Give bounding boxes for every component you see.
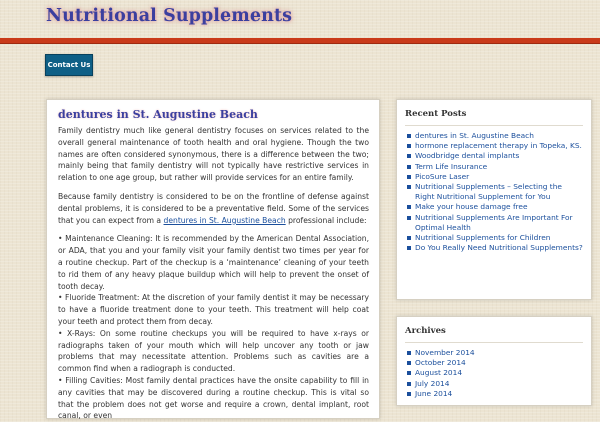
recent-post-link[interactable]: dentures in St. Augustine Beach	[405, 131, 583, 141]
site-title[interactable]: Nutritional Supplements	[46, 6, 293, 26]
post-paragraph	[58, 191, 369, 226]
header-divider	[0, 38, 600, 44]
archive-link[interactable]: November 2014	[405, 348, 583, 358]
site-header	[0, 0, 600, 38]
widget-title: Recent Posts	[405, 109, 583, 126]
recent-posts-list	[405, 131, 583, 253]
archive-link[interactable]: July 2014	[405, 379, 583, 389]
recent-post-link[interactable]: hormone replacement therapy in Topeka, KS.	[405, 141, 583, 151]
post-content	[46, 99, 380, 419]
recent-post-link[interactable]: Nutritional Supplements – Selecting the Right Nutritional Supplement for You	[405, 182, 583, 202]
post-inline-link[interactable]: dentures in St. Augustine Beach	[163, 215, 286, 225]
recent-posts-widget	[396, 99, 592, 300]
archive-link[interactable]: June 2014	[405, 389, 583, 399]
service-item: • Filling Cavities: Most family dental practices have the onsite capability to fill in any cavities that may be discovered during a routine checkup. This is vital so that the problem does not get worse and require a crown, dental implant, root canal, or even	[58, 375, 369, 421]
archives-widget	[396, 316, 592, 406]
archive-link[interactable]: October 2014	[405, 358, 583, 368]
recent-post-link[interactable]: Term Life Insurance	[405, 162, 583, 172]
recent-post-link[interactable]: Do You Really Need Nutritional Supplements?	[405, 243, 583, 253]
contact-us-button[interactable]: Contact Us	[45, 54, 93, 76]
recent-post-link[interactable]: Woodbridge dental implants	[405, 151, 583, 161]
post-text: professional include:	[285, 215, 367, 225]
archives-list	[405, 348, 583, 399]
service-item: • Fluoride Treatment: At the discretion of your family dentist it may be necessary to have a fluoride treatment done to your teeth. This treatment will help coat your teeth and protect them from decay.	[58, 293, 369, 326]
widget-title: Archives	[405, 326, 583, 343]
post-title[interactable]: dentures in St. Augustine Beach	[58, 108, 258, 121]
service-item: • Maintenance Cleaning: It is recommended by the American Dental Association, or ADA, that you and your family visit your family dentist two times per year for a routine checkup. Part of the checkup is a ‘maintenance’ cleaning of your teeth to rid them of any heavy plaque buildup which will help to prevent the onset of tooth decay.	[58, 234, 369, 291]
recent-post-link[interactable]: Make your house damage free	[405, 202, 583, 212]
recent-post-link[interactable]: Nutritional Supplements Are Important For Optimal Health	[405, 213, 583, 233]
recent-post-link[interactable]: Nutritional Supplements for Children	[405, 233, 583, 243]
post-text: Because family dentistry is considered to be on the frontline of defense against dental problems, it is considered to be a preventative field. Some of the services that you can expect from a	[58, 191, 369, 225]
recent-post-link[interactable]: PicoSure Laser	[405, 172, 583, 182]
archive-link[interactable]: August 2014	[405, 368, 583, 378]
post-paragraph: Family dentistry much like general dentistry focuses on services related to the overall general maintenance of tooth health and oral hygiene. Though the two names are often considered synonymous, there is a difference between the two; mainly being that family dentistry will not typically have restrictive services in relation to one age group, but rather will provide services for an entire family.	[58, 126, 369, 183]
service-item: • X-Rays: On some routine checkups you will be required to have x-rays or radiographs taken of your mouth which will help uncover any tooth or jaw problems that may necessitate attention. Problems such as cavities are a common find when a radiograph is conducted.	[58, 328, 369, 374]
